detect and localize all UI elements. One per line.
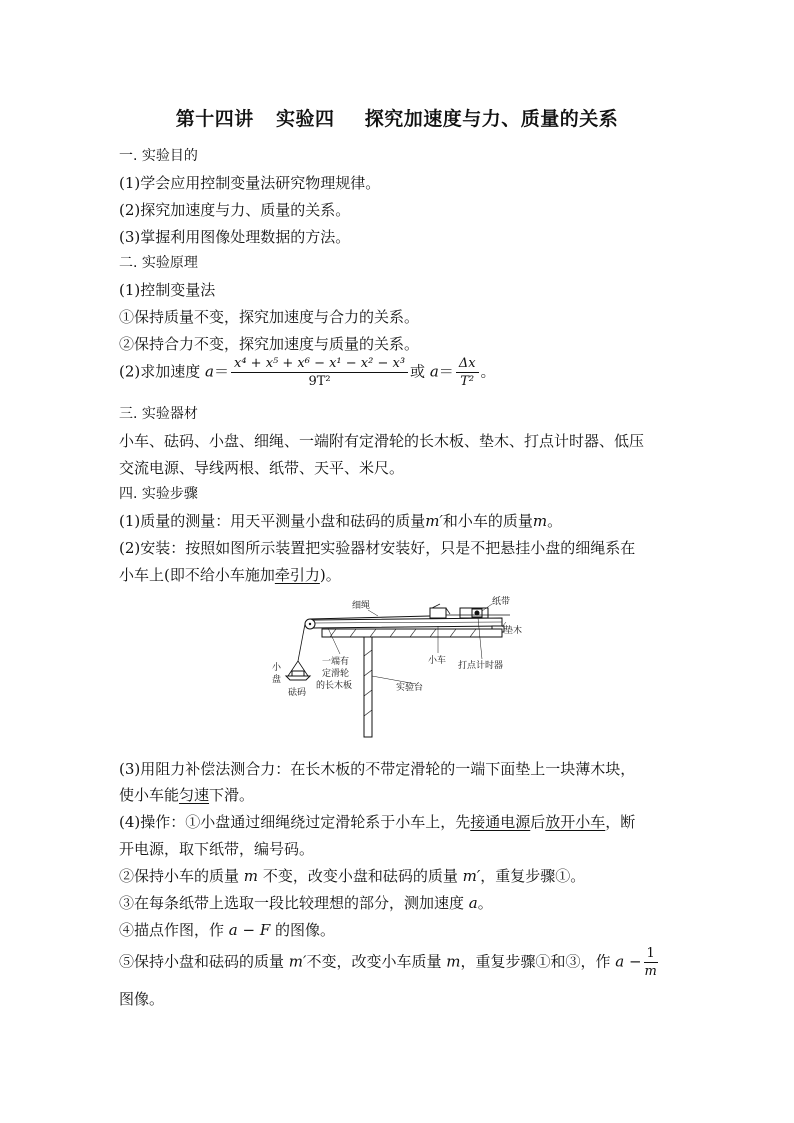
purpose-item-2: (2)探究加速度与力、质量的关系。 bbox=[119, 201, 351, 219]
step-4-5-end: 图像。 bbox=[119, 990, 165, 1008]
principle-item-1: (1)控制变量法 bbox=[119, 281, 216, 299]
title-topic: 探究加速度与力、质量的关系 bbox=[364, 108, 619, 130]
label-cart: 小车 bbox=[428, 656, 447, 666]
title-lecture: 第十四讲 bbox=[175, 108, 254, 130]
apparatus-diagram bbox=[270, 596, 530, 746]
label-tape: 纸带 bbox=[492, 597, 511, 607]
principle-item-2: ①保持质量不变，探究加速度与合力的关系。 bbox=[119, 308, 420, 326]
principle-item-3: ②保持合力不变，探究加速度与质量的关系。 bbox=[119, 335, 420, 353]
step-1: (1)质量的测量：用天平测量小盘和砝码的质量m′和小车的质量m。 bbox=[119, 512, 563, 530]
label-board-2: 定滑轮 bbox=[322, 669, 350, 679]
purpose-item-1: (1)学会应用控制变量法研究物理规律。 bbox=[119, 174, 381, 192]
equipment-line-2: 交流电源、导线两根、纸带、天平、米尺。 bbox=[119, 459, 405, 477]
delta-fraction: $\frac{\Delta x}{\text{T²}}$ bbox=[456, 356, 479, 389]
step-4-2: ②保持小车的质量 m 不变，改变小盘和砝码的质量 m′，重复步骤①。 bbox=[119, 867, 586, 885]
step-3-line-1: (3)用阻力补偿法测合力：在长木板的不带定滑轮的一端下面垫上一块薄木块， bbox=[119, 760, 636, 778]
step-3-line-2: 使小车能匀速下滑。 bbox=[119, 786, 255, 804]
acceleration-fraction: $\frac{\text{x⁴ + x⁵ + x⁶ − x¹ − x² − x³}}{\text{9T²}}$ bbox=[231, 356, 408, 389]
step-4-line-2: 开电源，取下纸带，编号码。 bbox=[119, 840, 315, 858]
purpose-item-3: (3)掌握利用图像处理数据的方法。 bbox=[119, 228, 351, 246]
step-4-3: ③在每条纸带上选取一段比较理想的部分，测加速度 a。 bbox=[119, 894, 493, 912]
section-heading-steps: 四. 实验步骤 bbox=[119, 486, 198, 502]
label-timer: 打点计时器 bbox=[458, 661, 504, 671]
section-heading-equipment: 三. 实验器材 bbox=[119, 406, 198, 422]
label-rope: 细绳 bbox=[352, 601, 371, 611]
label-board-1: 一端有 bbox=[322, 657, 350, 667]
label-block: 垫木 bbox=[504, 626, 523, 636]
step-4-4: ④描点作图，作 a − F 的图像。 bbox=[119, 921, 336, 939]
inverse-mass-fraction: $\frac{1}{m}$ bbox=[644, 946, 657, 979]
title-experiment: 实验四 bbox=[275, 108, 335, 130]
step-2-line-2: 小车上(即不给小车施加牵引力)。 bbox=[119, 566, 341, 584]
label-table: 实验台 bbox=[396, 683, 424, 693]
cart bbox=[430, 604, 450, 618]
label-pan-1: 小 bbox=[272, 663, 282, 673]
label-board-3: 的长木板 bbox=[316, 681, 353, 691]
principle-item-4-formula: (2)求加速度 a＝ $\frac{\text{x⁴ + x⁵ + x⁶ − x¹ − x² − x³}}{\text{9T²}}$ 或 a＝ $\frac{\Delta x}{\text{T²}}$ 。 bbox=[119, 356, 496, 389]
pan-with-weights bbox=[286, 661, 310, 680]
label-pan-2: 盘 bbox=[272, 675, 282, 685]
equipment-line-1: 小车、砝码、小盘、细绳、一端附有定滑轮的长木板、垫木、打点计时器、低压 bbox=[119, 432, 645, 450]
page-title bbox=[0, 104, 794, 131]
section-heading-purpose: 一. 实验目的 bbox=[119, 148, 198, 164]
long-board bbox=[312, 618, 502, 628]
step-2-line-1: (2)安装：按照如图所示装置把实验器材安装好，只是不把悬挂小盘的细绳系在 bbox=[119, 539, 636, 557]
step-4-line-1: (4)操作：①小盘通过细绳绕过定滑轮系于小车上，先接通电源后放开小车，断 bbox=[119, 813, 636, 831]
label-weights: 砝码 bbox=[288, 688, 307, 698]
section-heading-principle: 二. 实验原理 bbox=[119, 255, 198, 271]
step-4-5: ⑤保持小盘和砝码的质量 m′不变，改变小车质量 m，重复步骤①和③，作 a − $\frac{1}{m}$ bbox=[119, 946, 657, 979]
